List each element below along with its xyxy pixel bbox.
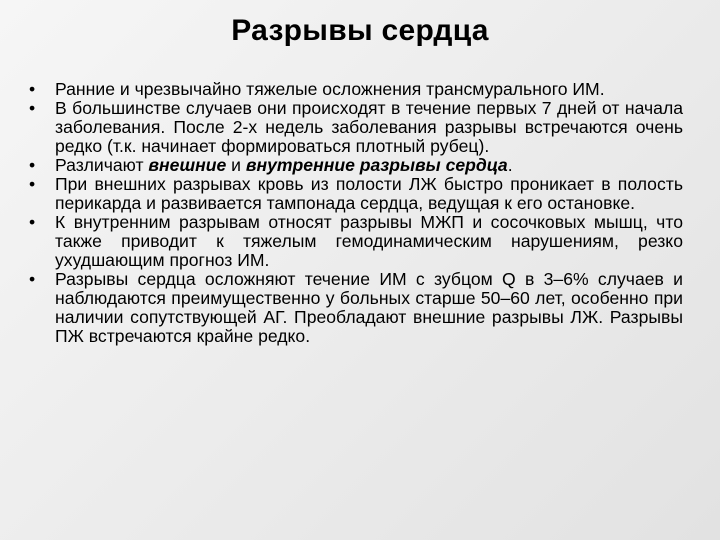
- bullet-text: Ранние и чрезвычайно тяжелые осложнения трансмурального ИМ.: [55, 79, 605, 99]
- bullet-list: [29, 80, 683, 346]
- bullet-item: [29, 99, 683, 156]
- bullet-marker: •: [29, 79, 36, 99]
- bullet-marker: •: [29, 98, 36, 118]
- bullet-marker: •: [29, 212, 36, 232]
- bullet-text-segment: Различают: [55, 155, 149, 175]
- bullet-marker: •: [29, 269, 36, 289]
- bullet-item: [29, 156, 683, 175]
- bullet-text: При внешних разрывах кровь из полости ЛЖ быстро проникает в полость перикарда и развивается тампонада сердца, ведущая к его остановке.: [55, 174, 683, 213]
- bullet-text-segment: и: [226, 155, 246, 175]
- bullet-text: В большинстве случаев они происходят в течение первых 7 дней от начала заболевания. После 2-х недель заболевания разрывы встречаются очень редко (т.к. начинает формироваться плотный рубец).: [55, 98, 683, 156]
- bullet-marker: •: [29, 174, 36, 194]
- emphasis-internal: внутренние разрывы сердца: [245, 155, 508, 175]
- slide-title: Разрывы сердца: [231, 14, 489, 47]
- emphasis-external: внешние: [148, 155, 227, 175]
- bullet-text: К внутренним разрывам относят разрывы МЖП и сосочковых мышц, что также приводит к тяжелым гемодинамическим нарушениям, резко ухудшающим прогноз ИМ.: [55, 212, 683, 270]
- bullet-item: [29, 80, 683, 99]
- bullet-marker: •: [29, 155, 36, 175]
- bullet-item: [29, 175, 683, 213]
- bullet-item: [29, 213, 683, 270]
- bullet-text: Разрывы сердца осложняют течение ИМ с зубцом Q в 3–6% случаев и наблюдаются преимущественно у больных старше 50–60 лет, особенно при наличии сопутствующей АГ. Преобладают внешние разрывы ЛЖ. Разрывы ПЖ встречаются крайне редко.: [55, 269, 683, 346]
- bullet-text-segment: .: [507, 155, 513, 175]
- bullet-item: [29, 270, 683, 346]
